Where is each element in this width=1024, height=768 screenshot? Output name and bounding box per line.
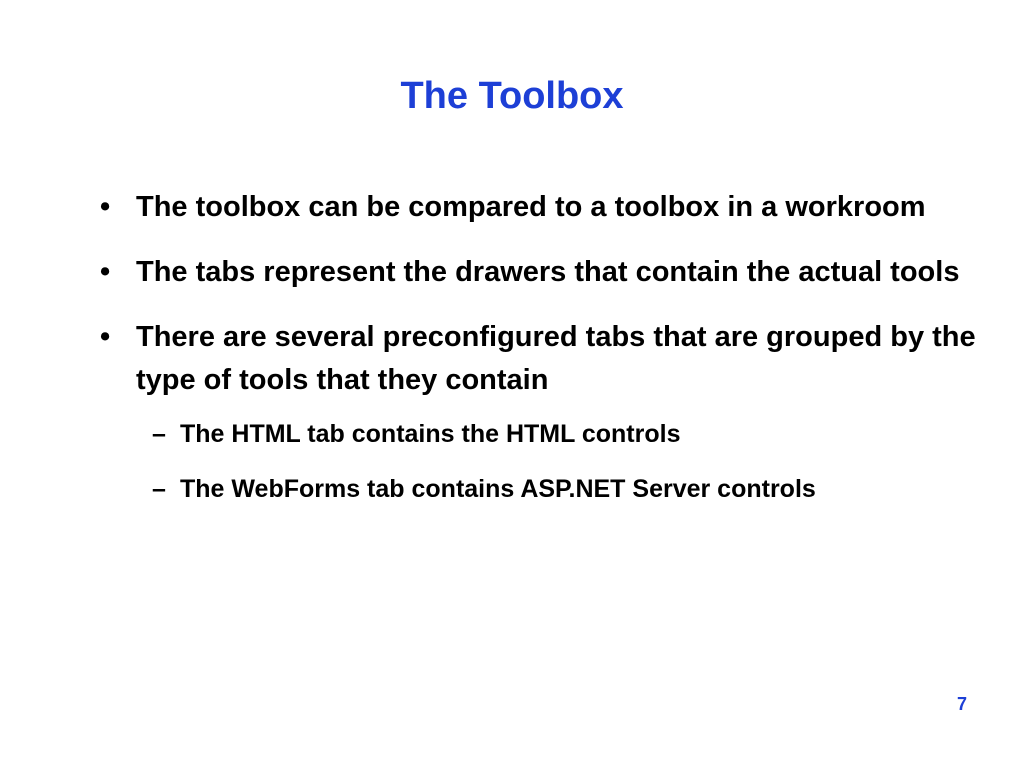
bullet-item (96, 186, 976, 229)
sub-bullet-group (96, 416, 976, 507)
sub-bullet-item (136, 416, 976, 452)
bullet-text: The tabs represent the drawers that contain the actual tools (136, 256, 960, 288)
page-number: 7 (956, 694, 967, 714)
bullet-marker: • (100, 191, 111, 223)
sub-bullet-text: The WebForms tab contains ASP.NET Server controls (180, 475, 816, 503)
bullet-marker: • (100, 256, 111, 288)
sub-bullet-list (96, 416, 976, 507)
bullet-item (96, 251, 976, 294)
bullet-text: There are several preconfigured tabs that are grouped by the type of tools that they contain (136, 321, 976, 396)
bullet-list (96, 186, 976, 526)
slide-title: The Toolbox (400, 75, 624, 117)
sub-bullet-marker: – (152, 475, 166, 503)
bullet-marker: • (100, 321, 111, 353)
bullet-item (96, 316, 976, 402)
sub-bullet-item (136, 471, 976, 507)
bullet-text: The toolbox can be compared to a toolbox in a workroom (136, 191, 926, 223)
sub-bullet-text: The HTML tab contains the HTML controls (180, 420, 681, 448)
sub-bullet-marker: – (152, 420, 166, 448)
